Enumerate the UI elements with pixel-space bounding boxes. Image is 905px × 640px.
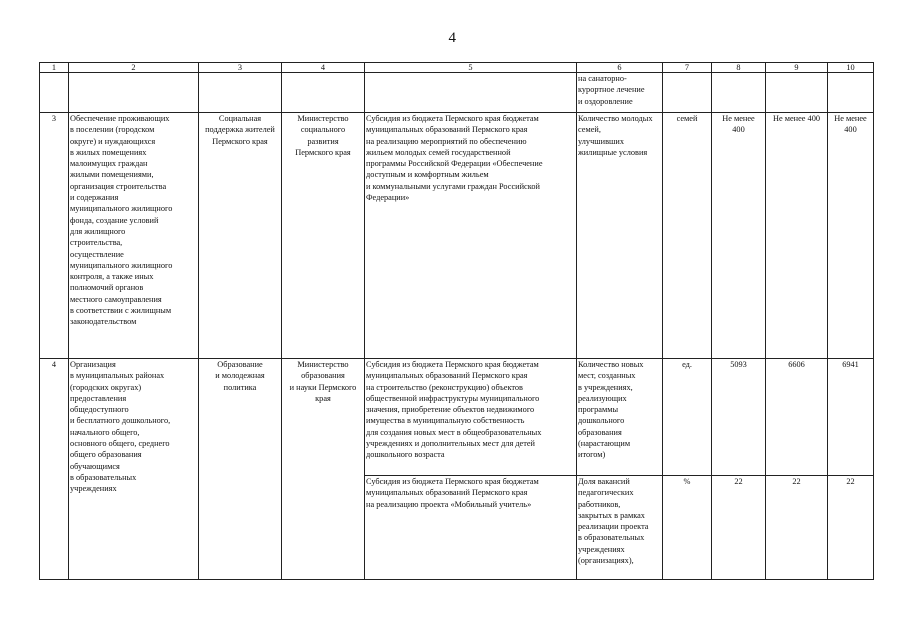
value-2019-cell: 5093	[712, 359, 766, 476]
column-number-row	[40, 63, 874, 73]
column-header: 10	[828, 63, 874, 73]
subsidy-cell: Субсидия из бюджета Пермского края бюджетам муниципальных образований Пермского края на строительство (реконструкцию) объектов общественной инфраструктуры муниципального значения, приобретение объектов недвижимого имущества в муниципальную собственность для создания новых мест в общеобразовательных учреждениях и дополнительных мест для детей дошкольного возраста	[365, 359, 577, 476]
column-header: 9	[766, 63, 828, 73]
task-cell: Организация в муниципальных районах (городских округах) предоставления общедоступного и бесплатного дошкольного, начального общего, основного общего, среднего общего образования обучающимся в образовательных учреждениях	[69, 359, 199, 580]
column-header: 7	[663, 63, 712, 73]
row-number: 3	[40, 113, 69, 359]
column-header: 3	[199, 63, 282, 73]
row-number: 4	[40, 359, 69, 580]
value-2021-cell: Не менее 400	[828, 113, 874, 359]
subsidy-cell: Субсидия из бюджета Пермского края бюджетам муниципальных образований Пермского края на реализацию проекта «Мобильный учитель»	[365, 476, 577, 580]
program-cell: Социальная поддержка жителей Пермского края	[199, 113, 282, 359]
unit-cell: семей	[663, 113, 712, 359]
unit-cell: ед.	[663, 359, 712, 476]
table-row	[40, 113, 874, 359]
value-2020-cell: 6606	[766, 359, 828, 476]
indicator-cell: Количество молодых семей, улучшивших жилищные условия	[577, 113, 663, 359]
column-header: 8	[712, 63, 766, 73]
indicator-cell: Количество новых мест, созданных в учреждениях, реализующих программы дошкольного образования (нарастающим итогом)	[577, 359, 663, 476]
program-cell: Образование и молодежная политика	[199, 359, 282, 580]
indicator-cell: Доля вакансий педагогических работников, закрытых в рамках реализации проекта в образовательных учреждениях (организациях),	[577, 476, 663, 580]
column-header: 5	[365, 63, 577, 73]
column-header: 1	[40, 63, 69, 73]
column-header: 2	[69, 63, 199, 73]
value-2021-cell: 22	[828, 476, 874, 580]
value-2020-cell: 22	[766, 476, 828, 580]
column-header: 4	[282, 63, 365, 73]
value-2020-cell: Не менее 400	[766, 113, 828, 359]
administrator-cell: Министерство социального развития Пермского края	[282, 113, 365, 359]
indicator-cell: на санаторно- курортное лечение и оздоровление	[577, 73, 663, 113]
value-2019-cell: Не менее 400	[712, 113, 766, 359]
document-table	[39, 62, 874, 580]
task-cell: Обеспечение проживающих в поселении (городском округе) и нуждающихся в жилых помещениях малоимущих граждан жилыми помещениями, организация строительства и содержания муниципального жилищного фонда, создание условий для жилищного строительства, осуществление муниципального жилищного контроля, а также иных полномочий органов местного самоуправления в соответствии с жилищным законодательством	[69, 113, 199, 359]
table-row	[40, 359, 874, 476]
page-number: 4	[448, 30, 457, 46]
table-row	[40, 73, 874, 113]
administrator-cell: Министерство образования и науки Пермского края	[282, 359, 365, 580]
value-2021-cell: 6941	[828, 359, 874, 476]
subsidy-cell: Субсидия из бюджета Пермского края бюджетам муниципальных образований Пермского края на реализацию мероприятий по обеспечению жильем молодых семей государственной программы Российской Федерации «Обеспечение доступным и комфортным жильем и коммунальными услугами граждан Российской Федерации»	[365, 113, 577, 359]
unit-cell: %	[663, 476, 712, 580]
value-2019-cell: 22	[712, 476, 766, 580]
column-header: 6	[577, 63, 663, 73]
